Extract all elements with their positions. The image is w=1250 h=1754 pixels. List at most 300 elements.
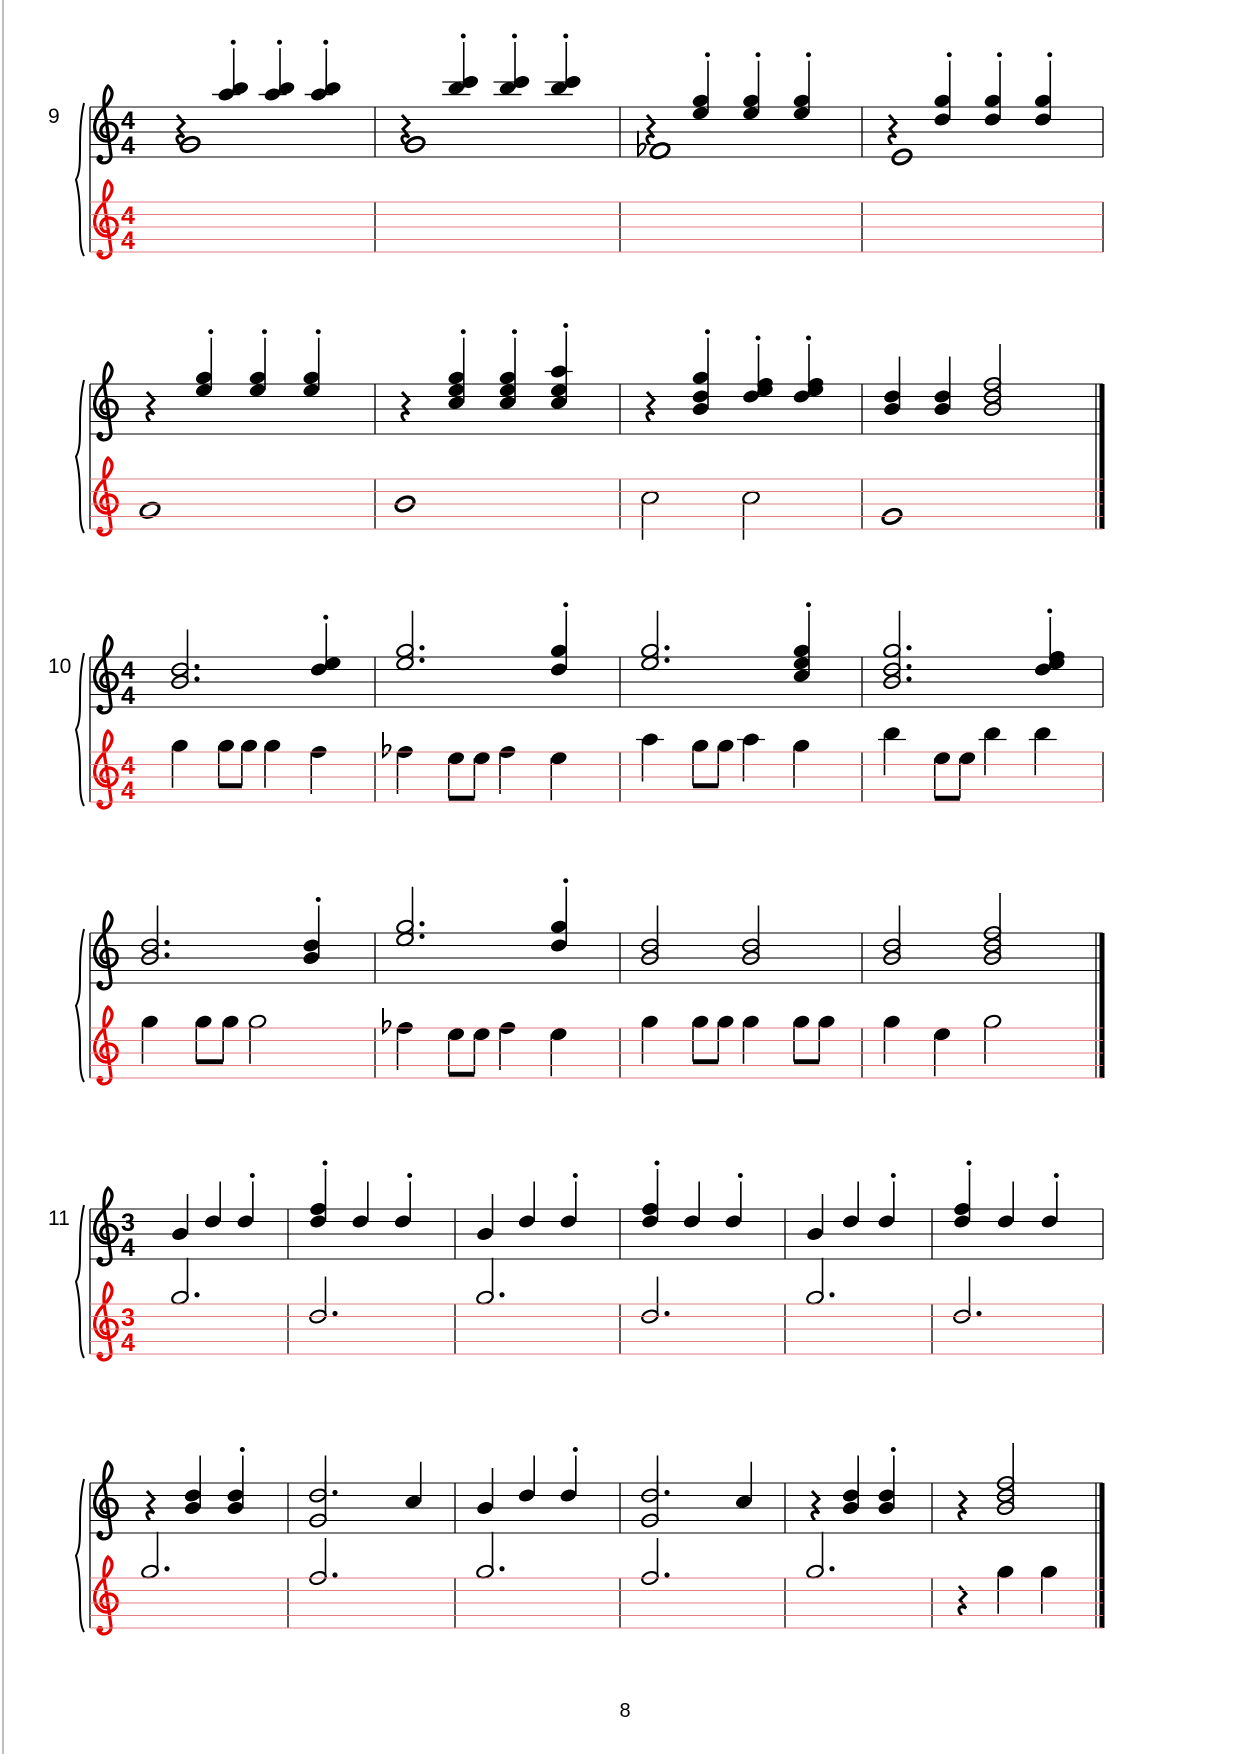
notehead (141, 1564, 160, 1580)
notehead (248, 370, 267, 386)
note (933, 1026, 952, 1076)
note (883, 906, 902, 966)
brace (76, 1205, 84, 1358)
notehead (691, 370, 710, 386)
notehead (883, 725, 902, 741)
note (933, 750, 952, 766)
treble-clef-icon (95, 1007, 118, 1084)
note (240, 738, 259, 754)
staccato-dot (573, 1447, 578, 1452)
time-signature-bottom: 4 (121, 682, 135, 710)
augmentation-dot (332, 1490, 337, 1495)
augmentation-dot (419, 658, 424, 663)
measure-number: 9 (48, 105, 60, 128)
note (983, 1014, 1002, 1064)
flat-sign (383, 1008, 390, 1033)
lower-staff (90, 1304, 1103, 1354)
note (194, 329, 213, 398)
augmentation-dot (906, 664, 911, 669)
note (259, 40, 296, 103)
notehead (883, 643, 902, 659)
notehead (641, 732, 660, 748)
staccato-dot (806, 602, 811, 607)
flat-sign (383, 732, 390, 757)
staccato-dot (967, 1161, 972, 1166)
brace (76, 380, 84, 533)
note (302, 897, 321, 966)
lower-staff (90, 479, 1103, 529)
notehead (716, 738, 735, 754)
time-signature-bottom: 4 (121, 1234, 135, 1262)
note (958, 750, 977, 766)
note (302, 329, 321, 398)
note (404, 1462, 423, 1510)
notehead (641, 1014, 660, 1030)
time-signature-top: 4 (121, 752, 135, 780)
augmentation-dot (664, 1490, 669, 1495)
notehead (447, 750, 466, 766)
treble-clef-icon (95, 363, 118, 440)
note (734, 1462, 753, 1510)
treble-clef-icon (95, 458, 118, 535)
note (263, 738, 282, 788)
note (221, 1014, 240, 1030)
augmentation-dot (194, 676, 199, 681)
note (309, 615, 342, 678)
augmentation-dot (664, 1572, 669, 1577)
measure-number: 10 (48, 655, 72, 678)
time-signature-bottom: 4 (121, 227, 135, 255)
augmentation-dot (164, 952, 169, 957)
note (691, 738, 710, 754)
notehead (194, 1014, 213, 1030)
augmentation-dot (419, 921, 424, 926)
notehead (1040, 1564, 1059, 1580)
notehead (476, 1290, 495, 1306)
staccato-dot (407, 1173, 412, 1178)
note (248, 329, 267, 398)
note (351, 1182, 370, 1230)
note (171, 1194, 190, 1242)
note (549, 878, 568, 953)
note (447, 1026, 466, 1042)
note (742, 906, 761, 966)
staccato-dot (756, 52, 761, 57)
staccato-dot (1047, 609, 1052, 614)
note (171, 1258, 200, 1306)
notehead (404, 1494, 423, 1510)
notehead (641, 490, 660, 506)
notehead (240, 738, 259, 754)
note (309, 1456, 338, 1504)
notehead (983, 1014, 1002, 1030)
note (217, 738, 236, 754)
notehead (691, 105, 710, 121)
staccato-dot (512, 34, 517, 39)
note (1033, 609, 1066, 678)
notehead (141, 1014, 160, 1030)
note (549, 602, 568, 677)
system (48, 34, 1103, 258)
notehead (139, 501, 162, 520)
notehead (396, 643, 415, 659)
note (476, 1258, 505, 1306)
treble-clef-icon (95, 86, 118, 163)
treble-clef-icon (95, 636, 118, 713)
note (742, 52, 761, 121)
time-signature-bottom: 4 (121, 132, 135, 160)
staccato-dot (563, 878, 568, 883)
system (48, 1161, 1103, 1360)
notehead (263, 738, 282, 754)
note (641, 1161, 660, 1230)
staccato-dot (947, 52, 952, 57)
augmentation-dot (332, 1572, 337, 1577)
augmentation-dot (829, 1292, 834, 1297)
note (641, 906, 660, 966)
notehead (792, 668, 811, 684)
notehead (171, 1290, 190, 1306)
augmentation-dot (419, 645, 424, 650)
augmentation-dot (194, 664, 199, 669)
treble-clef-icon (95, 1188, 118, 1265)
notehead (549, 364, 568, 380)
time-signature-top: 4 (121, 107, 135, 135)
notehead (194, 370, 213, 386)
note (716, 1014, 735, 1030)
note (841, 1456, 860, 1516)
note (494, 34, 531, 97)
staccato-dot (262, 329, 267, 334)
note (883, 611, 912, 690)
staccato-dot (323, 40, 328, 45)
staccato-dot (1047, 52, 1052, 57)
treble-clef-icon (95, 912, 118, 989)
note (517, 1456, 536, 1504)
notehead (641, 643, 660, 659)
augmentation-dot (906, 676, 911, 681)
note (248, 1014, 267, 1064)
note (933, 52, 952, 127)
augmentation-dot (976, 1311, 981, 1316)
note (476, 1468, 495, 1516)
time-signature-bottom: 4 (121, 1329, 135, 1357)
note (139, 501, 162, 520)
treble-clef-icon (95, 731, 118, 808)
notehead (742, 490, 761, 506)
note (141, 1532, 170, 1580)
treble-clef-icon (95, 1462, 118, 1539)
brace (76, 929, 84, 1082)
notehead (983, 93, 1002, 109)
notehead (549, 643, 568, 659)
note (806, 1532, 835, 1580)
note (883, 357, 902, 417)
notehead (447, 395, 466, 411)
note (983, 52, 1002, 127)
note (933, 357, 952, 417)
note (983, 893, 1002, 966)
note (472, 1026, 491, 1042)
note (226, 1447, 245, 1516)
staccato-dot (563, 602, 568, 607)
note (742, 490, 761, 540)
measure-number: 11 (48, 1207, 70, 1230)
notehead (806, 1290, 825, 1306)
upper-staff (90, 107, 1103, 157)
notehead (742, 105, 761, 121)
notehead (549, 382, 568, 398)
notehead (792, 1014, 811, 1030)
notehead (792, 655, 811, 671)
staccato-dot (512, 329, 517, 334)
treble-clef-icon (95, 1557, 118, 1634)
lower-staff (90, 1028, 1103, 1078)
staccato-dot (756, 336, 761, 341)
note (641, 611, 670, 671)
note (203, 1182, 222, 1230)
system (76, 1443, 1102, 1634)
notehead (472, 1026, 491, 1042)
staccato-dot (563, 323, 568, 328)
upper-staff (90, 1483, 1103, 1533)
notehead (691, 93, 710, 109)
note (638, 131, 671, 161)
note (171, 738, 190, 788)
augmentation-dot (664, 1311, 669, 1316)
augmentation-dot (419, 934, 424, 939)
note (212, 40, 249, 103)
brace (76, 103, 84, 256)
staccato-dot (891, 1173, 896, 1178)
note (983, 344, 1002, 417)
notehead (447, 370, 466, 386)
note (498, 329, 517, 410)
note (141, 1014, 160, 1064)
note (953, 1161, 972, 1230)
notehead (958, 750, 977, 766)
notehead (742, 93, 761, 109)
note (442, 34, 479, 97)
notehead (649, 141, 672, 160)
notehead (933, 750, 952, 766)
note (883, 1014, 902, 1064)
staccato-dot (1054, 1173, 1059, 1178)
augmentation-dot (332, 1311, 337, 1316)
notehead (217, 738, 236, 754)
notehead (883, 1014, 902, 1030)
staccato-dot (738, 1173, 743, 1178)
staccato-dot (277, 40, 282, 45)
note (792, 738, 811, 788)
upper-staff (90, 657, 1103, 707)
note (549, 1026, 568, 1076)
staccato-dot (806, 336, 811, 341)
note (716, 738, 735, 754)
note (737, 732, 765, 782)
staccato-dot (208, 329, 213, 334)
note (792, 1014, 811, 1030)
augmentation-dot (906, 645, 911, 650)
notehead (248, 382, 267, 398)
notehead (549, 1026, 568, 1042)
note (691, 1014, 710, 1030)
staccato-dot (997, 52, 1002, 57)
note (641, 490, 660, 540)
notehead (1033, 725, 1052, 741)
note (806, 1258, 835, 1306)
note (183, 1456, 202, 1516)
notehead (194, 382, 213, 398)
augmentation-dot (164, 940, 169, 945)
note (996, 1443, 1015, 1516)
note (309, 1481, 328, 1529)
note (953, 1277, 982, 1325)
notehead (549, 919, 568, 935)
staccato-dot (705, 329, 710, 334)
note (171, 630, 200, 690)
time-signature-top: 4 (121, 657, 135, 685)
augmentation-dot (499, 1292, 504, 1297)
augmentation-dot (664, 645, 669, 650)
staccato-dot (461, 34, 466, 39)
note (817, 1014, 836, 1030)
note (641, 1277, 670, 1325)
notehead (248, 1014, 267, 1030)
note (792, 336, 825, 405)
staccato-dot (316, 329, 321, 334)
treble-clef-icon (95, 1283, 118, 1360)
note (1033, 52, 1052, 127)
note (682, 1182, 701, 1230)
staccato-dot (705, 52, 710, 57)
notehead (691, 738, 710, 754)
time-signature-top: 3 (121, 1209, 135, 1237)
note (641, 1014, 660, 1064)
brace (76, 1479, 84, 1632)
notehead (742, 1014, 761, 1030)
notehead (716, 1014, 735, 1030)
note (691, 329, 710, 417)
note (877, 1447, 896, 1516)
note (1040, 1564, 1059, 1614)
note (979, 725, 1007, 775)
note (194, 1014, 213, 1030)
system (76, 323, 1102, 540)
notehead (734, 1494, 753, 1510)
upper-staff (90, 933, 1103, 983)
notehead (221, 1014, 240, 1030)
staccato-dot (240, 1447, 245, 1452)
notehead (792, 105, 811, 121)
notehead (792, 93, 811, 109)
lower-staff (90, 202, 1103, 252)
notehead (933, 1026, 952, 1042)
note (545, 323, 573, 411)
notehead (792, 738, 811, 754)
notehead (806, 1564, 825, 1580)
treble-clef-icon (95, 181, 118, 258)
note (841, 1182, 860, 1230)
note (996, 1182, 1015, 1230)
flat-sign (638, 131, 645, 156)
note (309, 1538, 338, 1586)
notehead (817, 1014, 836, 1030)
augmentation-dot (194, 1292, 199, 1297)
upper-staff (90, 1209, 1103, 1259)
notehead (498, 370, 517, 386)
note (476, 1532, 505, 1580)
notehead (476, 1564, 495, 1580)
notehead (302, 382, 321, 398)
staccato-dot (806, 52, 811, 57)
augmentation-dot (499, 1566, 504, 1571)
note (309, 1277, 338, 1325)
notehead (447, 382, 466, 398)
staccato-dot (563, 34, 568, 39)
note (476, 1194, 495, 1242)
notehead (472, 750, 491, 766)
page-number: 8 (619, 1700, 631, 1722)
upper-staff (90, 384, 1103, 434)
augmentation-dot (664, 658, 669, 663)
staccato-dot (323, 615, 328, 620)
notehead (549, 750, 568, 766)
note (996, 1564, 1015, 1614)
note (305, 40, 342, 103)
time-signature-top: 4 (121, 202, 135, 230)
notehead (549, 395, 568, 411)
time-signature-bottom: 4 (121, 777, 135, 805)
staccato-dot (231, 40, 236, 45)
lower-staff (90, 1578, 1103, 1628)
note (792, 602, 811, 683)
note (447, 329, 466, 410)
note (517, 1182, 536, 1230)
staccato-dot (461, 329, 466, 334)
staccato-dot (573, 1173, 578, 1178)
note (792, 52, 811, 121)
note (545, 34, 582, 97)
notehead (302, 370, 321, 386)
note (691, 52, 710, 121)
note (309, 1161, 328, 1230)
note (472, 750, 491, 766)
augmentation-dot (164, 1566, 169, 1571)
note (742, 1014, 761, 1064)
note (636, 732, 664, 782)
note (141, 906, 170, 966)
note (641, 1538, 670, 1586)
staccato-dot (250, 1173, 255, 1178)
staccato-dot (323, 1161, 328, 1166)
note (806, 1194, 825, 1242)
note (742, 336, 775, 405)
note (549, 750, 568, 800)
note (447, 750, 466, 766)
notehead (983, 725, 1002, 741)
notehead (742, 732, 761, 748)
staccato-dot (316, 897, 321, 902)
time-signature-top: 3 (121, 1304, 135, 1332)
note (1029, 725, 1057, 775)
staccato-dot (891, 1447, 896, 1452)
note (383, 732, 414, 794)
note (641, 1481, 660, 1529)
notehead (171, 738, 190, 754)
notehead (933, 93, 952, 109)
notehead (1033, 93, 1052, 109)
